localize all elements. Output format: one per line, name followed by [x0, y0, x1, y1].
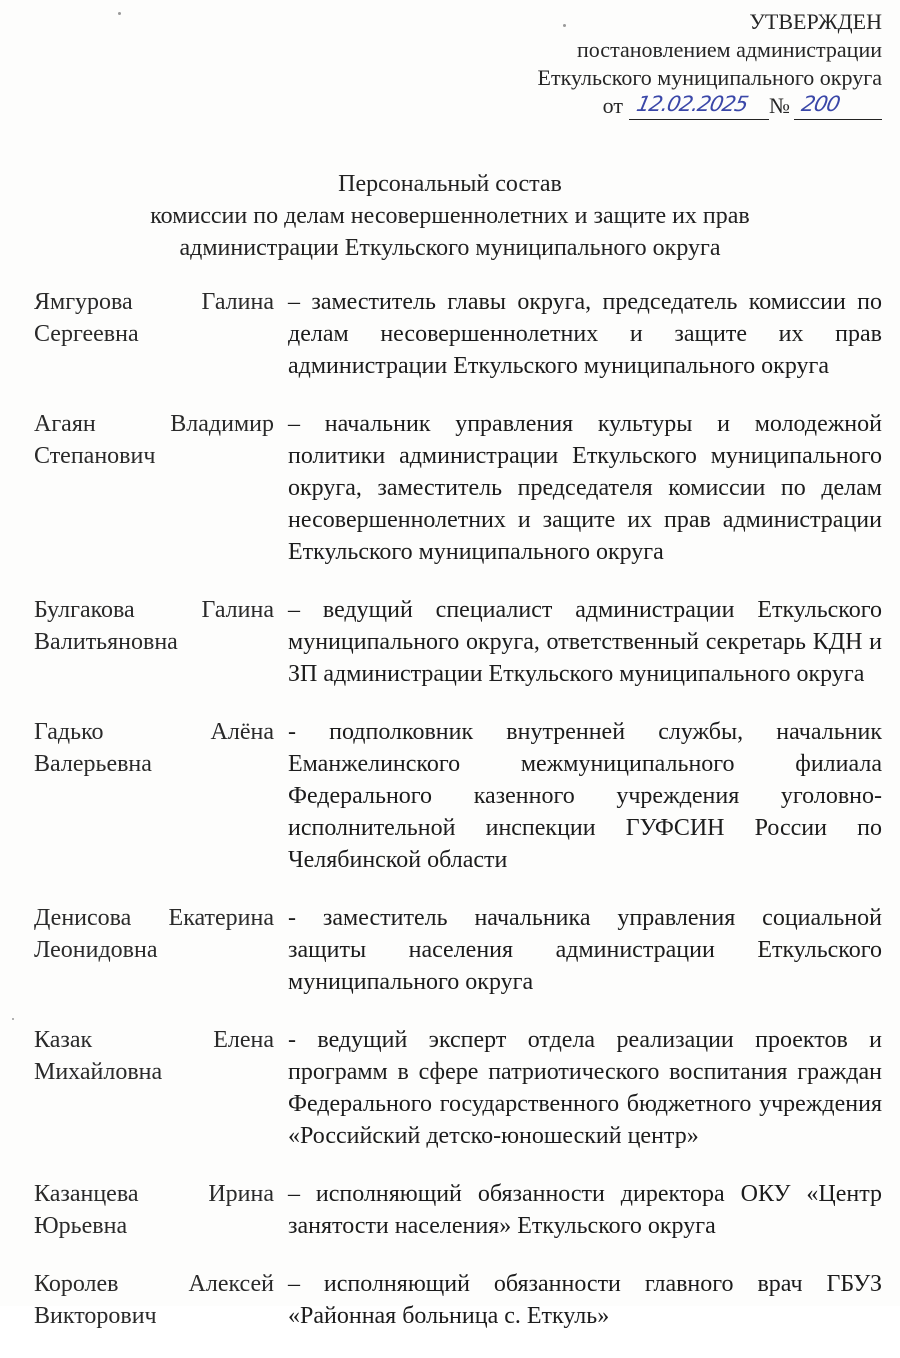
- members-list: [34, 286, 882, 1358]
- member-role: - ведущий эксперт отдела реализации проектов и программ в сфере патриотического воспитания граждан Федерального государственного бюджетного учреждения «Российский детско-юношеский центр»: [288, 1027, 882, 1149]
- member-name: Казак Елена Михайловна: [34, 1027, 274, 1085]
- member-role: - подполковник внутренней службы, начальник Еманжелинского межмуниципального филиала Федерального казенного учреждения уголовно-исполнительной инспекции ГУФСИН России по Челябинской области: [288, 719, 882, 873]
- member-name: Ямгурова Галина Сергеевна: [34, 289, 274, 347]
- member-role: – исполняющий обязанности директора ОКУ «Центр занятости населения» Еткульского округа: [288, 1181, 882, 1239]
- member-row: [34, 1178, 882, 1242]
- member-role: - заместитель начальника управления социальной защиты населения администрации Еткульского муниципального округа: [288, 905, 882, 995]
- document-title: [0, 168, 900, 264]
- member-row: [34, 716, 882, 876]
- approval-authority: Еткульского муниципального округа: [537, 65, 882, 90]
- member-role: – ведущий специалист администрации Еткульского муниципального округа, ответственный секретарь КДН и ЗП администрации Еткульского муниципального округа: [288, 597, 882, 687]
- date-field: [629, 92, 769, 120]
- member-name: Королев Алексей Викторович: [34, 1271, 274, 1329]
- number-prefix: №: [769, 93, 790, 118]
- approval-heading: УТВЕРЖДЕН: [749, 9, 882, 34]
- scan-speck: [118, 12, 121, 15]
- scan-speck: [12, 1018, 14, 1020]
- member-row: [34, 1268, 882, 1332]
- date-prefix: от: [602, 93, 623, 118]
- member-name: Денисова Екатерина Леонидовна: [34, 905, 274, 963]
- member-role: – заместитель главы округа, председатель комиссии по делам несовершеннолетних и защите их прав администрации Еткульского муниципального округа: [288, 289, 882, 379]
- member-row: [34, 286, 882, 382]
- member-name: Гадько Алёна Валерьевна: [34, 719, 274, 777]
- member-row: [34, 1024, 882, 1152]
- member-name: Казанцева Ирина Юрьевна: [34, 1181, 274, 1239]
- member-role: – исполняющий обязанности главного врач ГБУЗ «Районная больница с. Еткуль»: [288, 1271, 882, 1329]
- title-line-3: администрации Еткульского муниципального округа: [179, 235, 721, 261]
- handwritten-date: 12.02.2025: [634, 92, 750, 116]
- member-row: [34, 594, 882, 690]
- member-row: [34, 408, 882, 568]
- approval-decree: постановлением администрации: [576, 37, 882, 62]
- member-name: Агаян Владимир Степанович: [34, 411, 274, 469]
- member-name: Булгакова Галина Валитьяновна: [34, 597, 274, 655]
- member-row: [34, 902, 882, 998]
- number-field: [794, 92, 882, 120]
- title-line-1: Персональный состав: [338, 171, 562, 197]
- approval-block: [538, 8, 882, 120]
- approval-date-line: [538, 92, 882, 120]
- member-role: – начальник управления культуры и молодежной политики администрации Еткульского муниципального округа, заместитель председателя комиссии по делам несовершеннолетних и защите их прав администрации Еткульского муниципального округа: [288, 411, 882, 565]
- title-line-2: комиссии по делам несовершеннолетних и защите их прав: [150, 203, 750, 229]
- handwritten-number: 200: [799, 92, 842, 116]
